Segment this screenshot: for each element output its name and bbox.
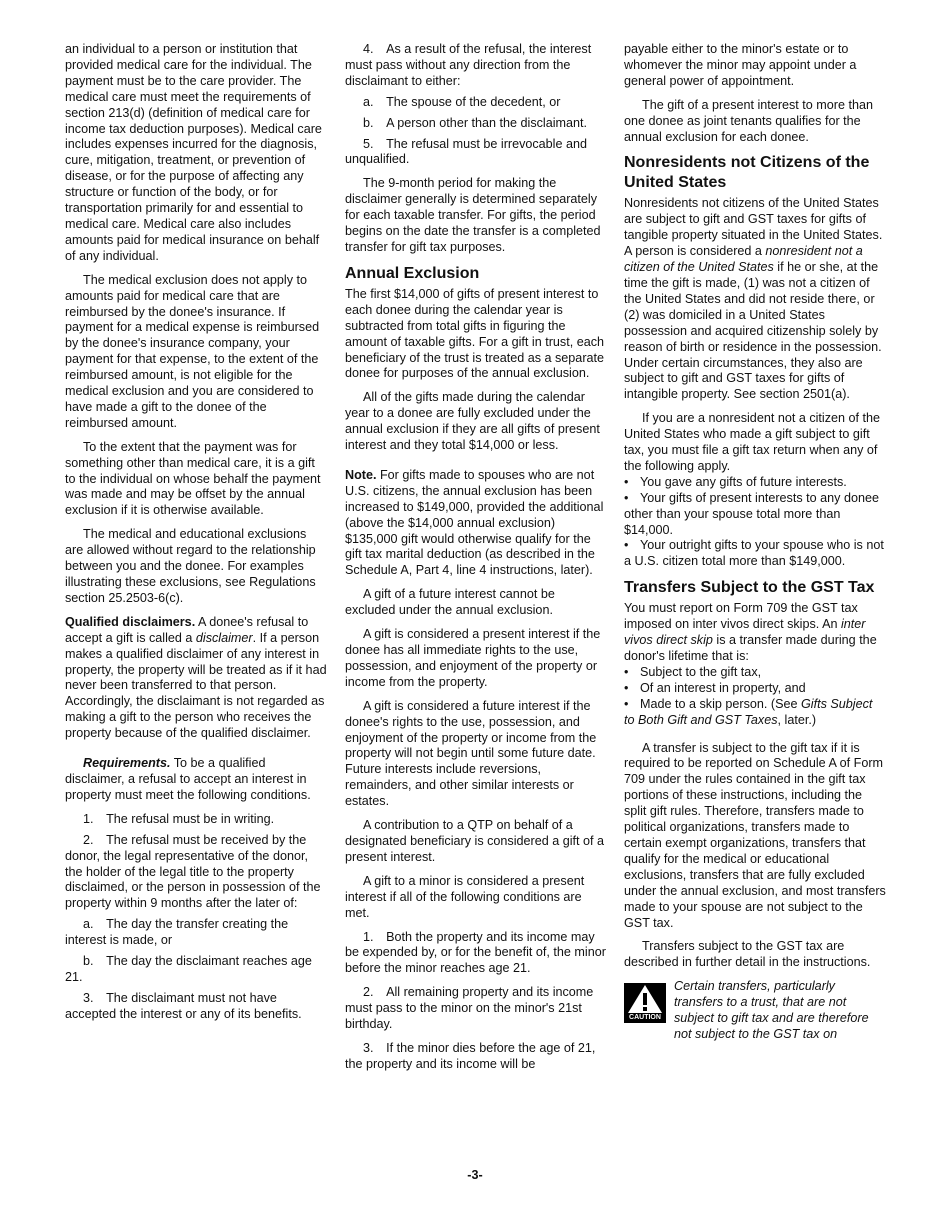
- page-number: -3-: [467, 1168, 483, 1182]
- list-item: a. The day the transfer creating the interest is made, or: [65, 917, 289, 948]
- list-item: 5. The refusal must be irrevocable and unqualified.: [345, 136, 588, 167]
- warning-triangle-icon: [624, 983, 666, 1015]
- run-in-heading: Qualified disclaimers.: [65, 614, 196, 629]
- paragraph: The medical exclusion does not apply to amounts paid for medical care that are reimbursed by the donee's insurance. If payment for a medical expense is reimbursed by the donee's insurance company, your payment for that expense, to the extent of the reimbursed amount, is not eligible for the medical exclusion and you are considered to have made a gift to the donee of the reimbursed amount.: [65, 272, 320, 430]
- paragraph: A transfer is subject to the gift tax if it is required to be reported on Schedule A of Form 709 under the rules contained in the gift tax portions of these instructions, including the split gift rules. Therefore, transfers made to political organizations, transfers made to certain exempt organizations, transfers that qualify for the medical or educational exclusions, transfers that are fully excluded under the annual exclusion, and most transfers made to your spouse are not subject to the GST tax.: [624, 740, 886, 930]
- caution-label: CAUTION: [629, 1014, 661, 1022]
- qualified-disclaimers-paragraph: Qualified disclaimers. A donee's refusal to accept a gift is called a disclaimer. If a person makes a qualified disclaimer of any interest in property, the property will be treated as if it had never been transferred to that person. Accordingly, the disclaimant is not regarded as making a gift to the person who receives the property because of the qualified disclaimer.: [65, 614, 327, 741]
- bullet-item: • Your outright gifts to your spouse who is not a U.S. citizen total more than $149,000.: [624, 538, 884, 569]
- bullet-icon: •: [624, 474, 629, 489]
- paragraph: The gift of a present interest to more than one donee as joint tenants qualifies for the annual exclusion for each donee.: [624, 97, 874, 144]
- paragraph: an individual to a person or institution that provided medical care for the individual. The payment must be to the care provider. The medical care must meet the requirements of section 213(d) (definition of medical care for income tax deduction purposes). Medical care includes expenses incurred for the diagnosis, cure, mitigation, treatment, or prevention of disease, or for the purpose of affecting any structure or function of the body, or for transportation primarily for and essential to medical care. Medical care also includes amounts paid for medical insurance on behalf of any individual.: [65, 42, 322, 263]
- list-item: 2. All remaining property and its income must pass to the minor on the minor's 21st birthday.: [345, 985, 594, 1032]
- paragraph: The medical and educational exclusions are allowed without regard to the relationship between you and the donee. For examples illustrating these exclusions, see Regulations section 25.2503-6(c).: [65, 527, 316, 605]
- run-in-heading: Requirements.: [83, 756, 171, 771]
- bullet-item: • Your gifts of present interests to any donee other than your spouse total more than $14,000.: [624, 490, 879, 537]
- paragraph: The 9-month period for making the disclaimer generally is determined separately for each taxable transfer. For gifts, the period begins on the date the transfer is a completed transfer for gift tax purposes.: [345, 176, 601, 254]
- section-heading-nonresidents: Nonresidents not Citizens of the United States: [624, 154, 870, 192]
- caution-text: Certain transfers, particularly transfers to a trust, that are not subject to gift tax and are therefore not subject to the GST tax on: [674, 979, 869, 1041]
- paragraph: If you are a nonresident not a citizen of the United States who made a gift subject to gift tax, you must file a gift tax return when any of the following apply.: [624, 411, 881, 473]
- bullet-item: • Of an interest in property, and: [624, 680, 806, 695]
- note-paragraph: Note. For gifts made to spouses who are not U.S. citizens, the annual exclusion has been increased to $149,000, provided the additional (above the $14,000 annual exclusion) $135,000 gift would otherwise qualify for the gift tax marital deduction (as described in the Schedule A, Part 4, line 4 instructions, later).: [345, 467, 604, 578]
- section-heading-annual-exclusion: Annual Exclusion: [345, 264, 480, 282]
- paragraph: You must report on Form 709 the GST tax imposed on inter vivos direct skips. An inter vivos direct skip is a transfer made during the donor's lifetime that is:: [624, 601, 877, 663]
- note-label: Note.: [345, 467, 377, 482]
- list-item: 1. The refusal must be in writing.: [83, 811, 275, 826]
- paragraph: Nonresidents not citizens of the United States are subject to gift and GST taxes for gifts of tangible property situated in the United States. A person is considered a nonresident not a citizen of the United States if he or she, at the time the gift is made, (1) was not a citizen of the United States and did not reside there, or (2) was domiciled in a United States possession and acquired citizenship solely by reason of birth or residence in the possession. Under certain circumstances, they also are subject to gift and GST taxes for gifts of intangible property. See section 2501(a).: [624, 196, 883, 402]
- requirements-paragraph: Requirements. To be a qualified disclaimer, a refusal to accept an interest in property must meet the following conditions.: [65, 756, 311, 802]
- bullet-item: • You gave any gifts of future interests.: [624, 474, 847, 489]
- caution-icon: [624, 983, 666, 1023]
- section-heading-gst: Transfers Subject to the GST Tax: [624, 579, 875, 597]
- caution-box: [624, 979, 886, 1043]
- paragraph: A gift is considered a future interest if the donee's rights to the use, possession, and enjoyment of the property or income from the property will not begin until some future date. Future interests include reversions, remainders, and other similar interests or estates.: [345, 698, 597, 809]
- paragraph: payable either to the minor's estate or to whomever the minor may appoint under a general power of appointment.: [624, 42, 857, 88]
- bullet-icon: •: [624, 664, 629, 679]
- bullet-icon: •: [624, 680, 629, 695]
- paragraph: A gift to a minor is considered a present interest if all of the following conditions are met.: [345, 873, 585, 920]
- paragraph: A gift of a future interest cannot be excluded under the annual exclusion.: [345, 587, 555, 618]
- bullet-item: • Made to a skip person. (See Gifts Subject to Both Gift and GST Taxes, later.): [624, 696, 873, 727]
- list-item: 3. The disclaimant must not have accepted the interest or any of its benefits.: [65, 990, 302, 1021]
- column-right: [624, 42, 886, 1051]
- paragraph: To the extent that the payment was for something other than medical care, it is a gift to the individual on whose behalf the payment was made and may be offset by the annual exclusion if it is otherwise available.: [65, 439, 321, 518]
- list-item: b. A person other than the disclaimant.: [363, 115, 588, 130]
- bullet-icon: •: [624, 538, 629, 553]
- list-item: 4. As a result of the refusal, the interest must pass without any direction from the disclaimant to either:: [345, 42, 592, 88]
- paragraph: A gift is considered a present interest if the donee has all immediate rights to the use, possession, and enjoyment of the property or income from the property.: [345, 627, 601, 689]
- paragraph: A contribution to a QTP on behalf of a designated beneficiary is considered a gift of a present interest.: [345, 818, 605, 864]
- bullet-item: • Subject to the gift tax,: [624, 664, 762, 679]
- bullet-icon: •: [624, 696, 629, 711]
- list-item: 2. The refusal must be received by the donor, the legal representative of the donor, the holder of the legal title to the property disclaimed, or the person in possession of the property within 9 months after the later of:: [65, 832, 321, 911]
- column-middle: [345, 42, 607, 1078]
- paragraph: Transfers subject to the GST tax are described in further detail in the instructions.: [624, 939, 871, 970]
- paragraph: All of the gifts made during the calendar year to a donee are fully excluded under the annual exclusion if they are all gifts of present interest and they total $14,000 or less.: [345, 390, 600, 453]
- list-item: 1. Both the property and its income may be expended by, or for the benefit of, the minor before the minor reaches age 21.: [345, 929, 606, 976]
- bullet-icon: •: [624, 490, 629, 505]
- list-item: 3. If the minor dies before the age of 21, the property and its income will be: [345, 1040, 596, 1071]
- list-item: b. The day the disclaimant reaches age 21.: [65, 954, 312, 984]
- column-left: [65, 42, 327, 1028]
- list-item: a. The spouse of the decedent, or: [363, 94, 561, 109]
- paragraph: The first $14,000 of gifts of present interest to each donee during the calendar year is subtracted from total gifts in figuring the amount of taxable gifts. For a gift in trust, each beneficiary of the trust is treated as a separate donee for purposes of the annual exclusion.: [345, 286, 605, 381]
